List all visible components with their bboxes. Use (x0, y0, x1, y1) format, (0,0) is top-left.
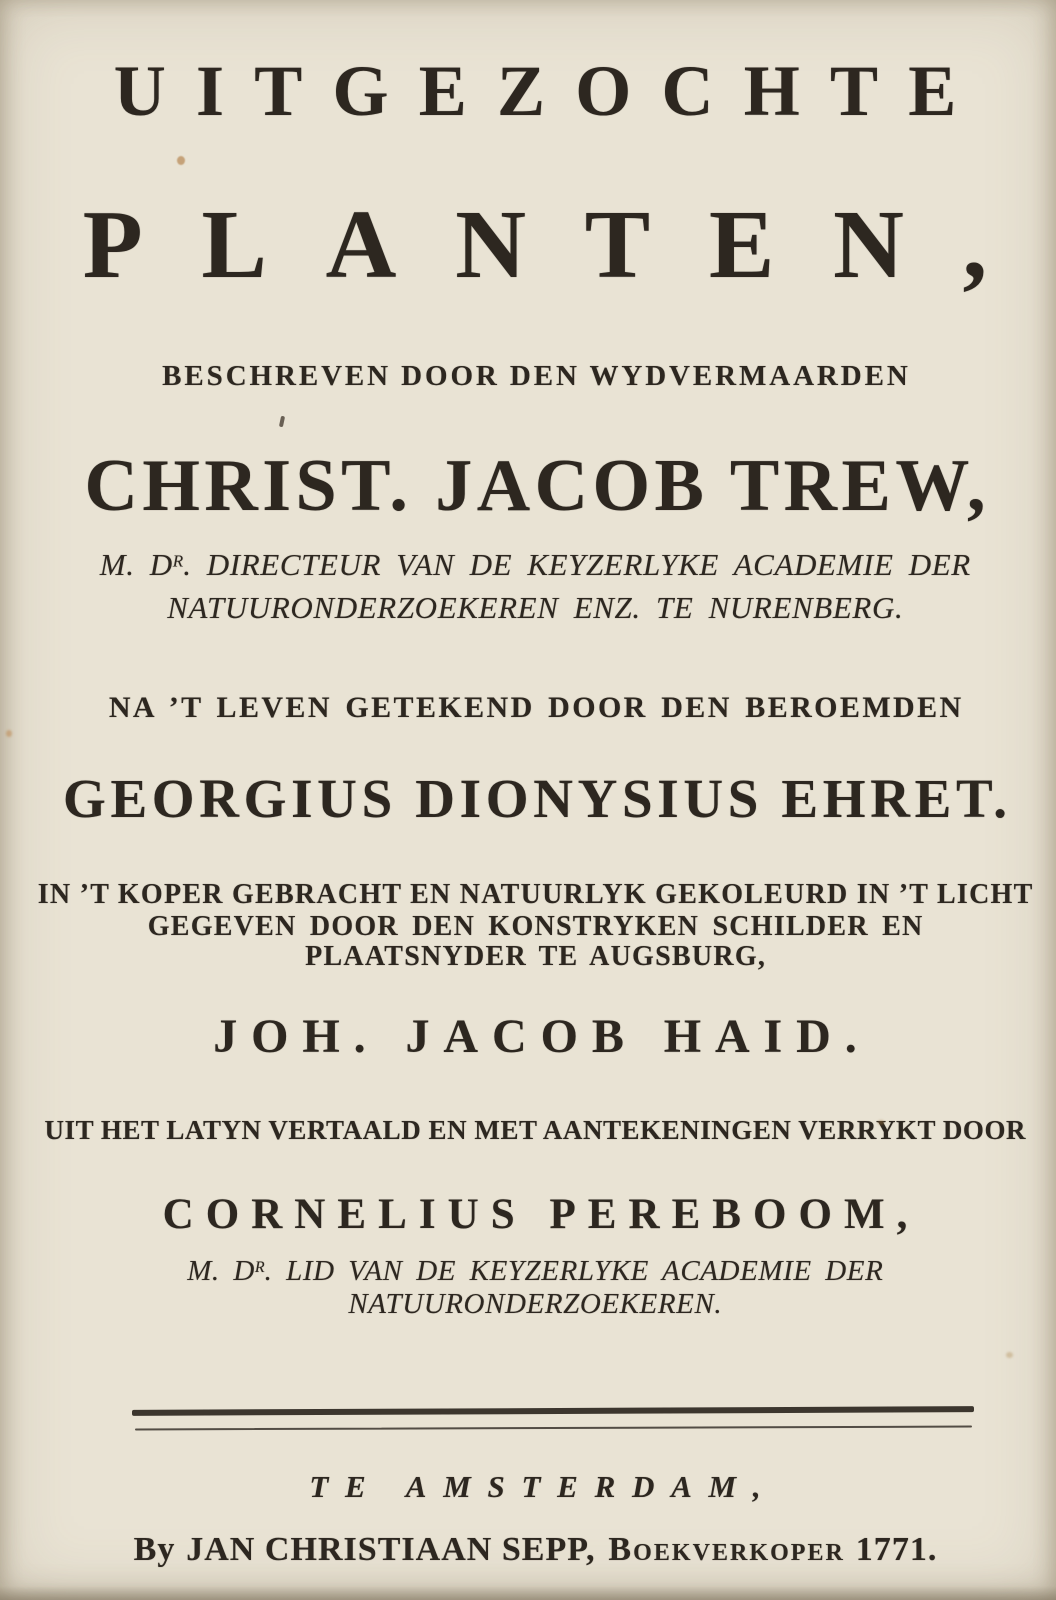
engraver-intro-line2: GEGEVEN DOOR DEN KONSTRYKEN SCHILDER EN (147, 911, 924, 942)
translator-cred-superscript: R (254, 1259, 265, 1277)
engraver-name: JOH. JACOB HAID. (213, 1010, 871, 1063)
ink-speck (279, 416, 285, 428)
artist-name: GEORGIUS DIONYSIUS EHRET. (62, 768, 1012, 829)
imprint-year: 1771. (855, 1531, 938, 1568)
divider-rule-thick (132, 1406, 974, 1416)
author-credentials-line1 (99, 549, 971, 580)
imprint-place: TE AMSTERDAM, (309, 1469, 778, 1504)
author-cred-suffix: . DIRECTEUR VAN DE KEYZERLYKE ACADEMIE DER (183, 547, 971, 582)
divider-rule-thin (135, 1426, 972, 1431)
translator-cred-prefix: M. D (187, 1255, 255, 1287)
imprint-publisher-role: Boekverkoper (608, 1531, 845, 1568)
imprint-publisher-line (133, 1533, 938, 1567)
translator-credentials-line1 (187, 1257, 884, 1286)
translator-cred-suffix: . LID VAN DE KEYZERLYKE ACADEMIE DER (264, 1255, 884, 1287)
foxing-speck (1006, 1352, 1013, 1358)
author-name: CHRIST. JACOB TREW, (84, 445, 990, 527)
foxing-speck (6, 730, 12, 737)
author-cred-prefix: M. D (99, 547, 173, 582)
foxing-speck (177, 156, 185, 165)
described-by-line: BESCHREVEN DOOR DEN WYDVERMAARDEN (162, 360, 911, 392)
author-credentials-line2: NATUURONDERZOEKEREN ENZ. TE NURENBERG. (167, 590, 904, 625)
artist-intro-line: NA ’T LEVEN GETEKEND DOOR DEN BEROEMDEN (108, 691, 964, 724)
book-title-line1: UITGEZOCHTE (113, 51, 987, 131)
translator-name: CORNELIUS PEREBOOM, (162, 1191, 920, 1238)
book-title-line2: PLANTEN, (82, 191, 1046, 299)
imprint-publisher-name: JAN CHRISTIAAN SEPP, (186, 1531, 596, 1568)
author-cred-superscript: R (172, 551, 184, 571)
imprint-by: By (133, 1531, 176, 1568)
translator-credentials-line2: NATUURONDERZOEKEREN. (348, 1288, 723, 1320)
engraver-intro-line1: IN ’T KOPER GEBRACHT EN NATUURLYK GEKOLEURD IN ’T LICHT (37, 879, 1034, 910)
translator-intro-line: UIT HET LATYN VERTAALD EN MET AANTEKENINGEN VERRYKT DOOR (44, 1115, 1027, 1145)
engraver-intro-line3: PLAATSNYDER TE AUGSBURG, (305, 941, 767, 972)
